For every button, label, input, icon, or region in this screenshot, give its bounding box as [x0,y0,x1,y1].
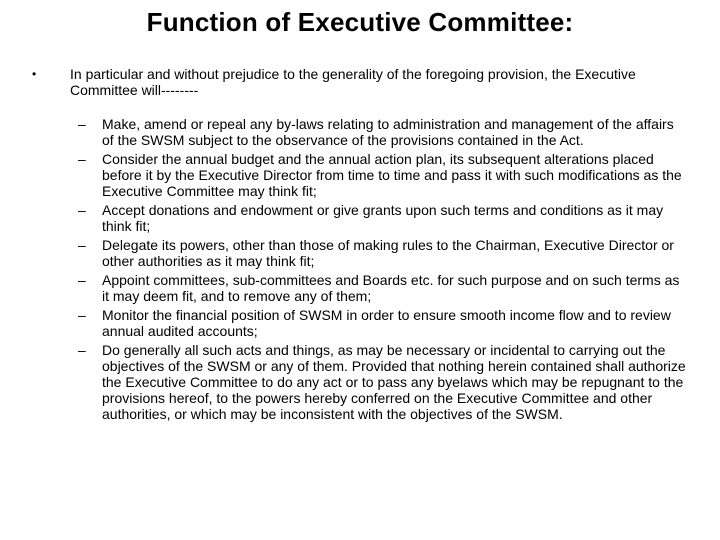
slide-title: Function of Executive Committee: [146,7,574,37]
dash-icon: – [78,307,86,323]
list-item-text: Consider the annual budget and the annual action plan, its subsequent alterations placed before it by the Executive Director from time to time and pass it with such modifications as the Executive Committee may think fit; [102,151,682,199]
list-item [78,272,688,304]
list-item-text: Do generally all such acts and things, as may be necessary or incidental to carrying out the objectives of the SWSM or any of them. Provided that nothing herein contained shall authorize the Executive Committee to do any act or to pass any byelaws which may be repugnant to the provisions hereof, to the powers hereby conferred on the Executive Committee and other authorities, or which may be inconsistent with the objectives of the SWSM. [102,342,686,422]
dash-icon: – [78,342,86,358]
list-item-text: Delegate its powers, other than those of making rules to the Chairman, Executive Director or other authorities as it may think fit; [102,237,674,269]
list-item-text: Accept donations and endowment or give grants upon such terms and conditions as it may think fit; [102,202,664,234]
list-item-text: Appoint committees, sub-committees and Boards etc. for such purpose and on such terms as it may deem fit, and to remove any of them; [102,272,680,304]
dash-icon: – [78,237,86,253]
intro-text: In particular and without prejudice to the generality of the foregoing provision, the Executive Committee will-------- [70,66,636,98]
dash-icon: – [78,202,86,218]
bullet-icon: • [32,67,37,81]
dash-icon: – [78,116,86,132]
list-item [78,151,688,199]
list-item [78,237,688,269]
list-item [78,116,688,148]
intro-bullet-point [32,66,692,98]
list-item-text: Make, amend or repeal any by-laws relating to administration and management of the affairs of the SWSM subject to the observance of the provisions contained in the Act. [102,116,674,148]
list-item-text: Monitor the financial position of SWSM in order to ensure smooth income flow and to review annual audited accounts; [102,307,671,339]
list-item [78,342,688,422]
dash-icon: – [78,151,86,167]
list-item [78,307,688,339]
list-item [78,202,688,234]
dash-icon: – [78,272,86,288]
function-list [78,116,688,425]
